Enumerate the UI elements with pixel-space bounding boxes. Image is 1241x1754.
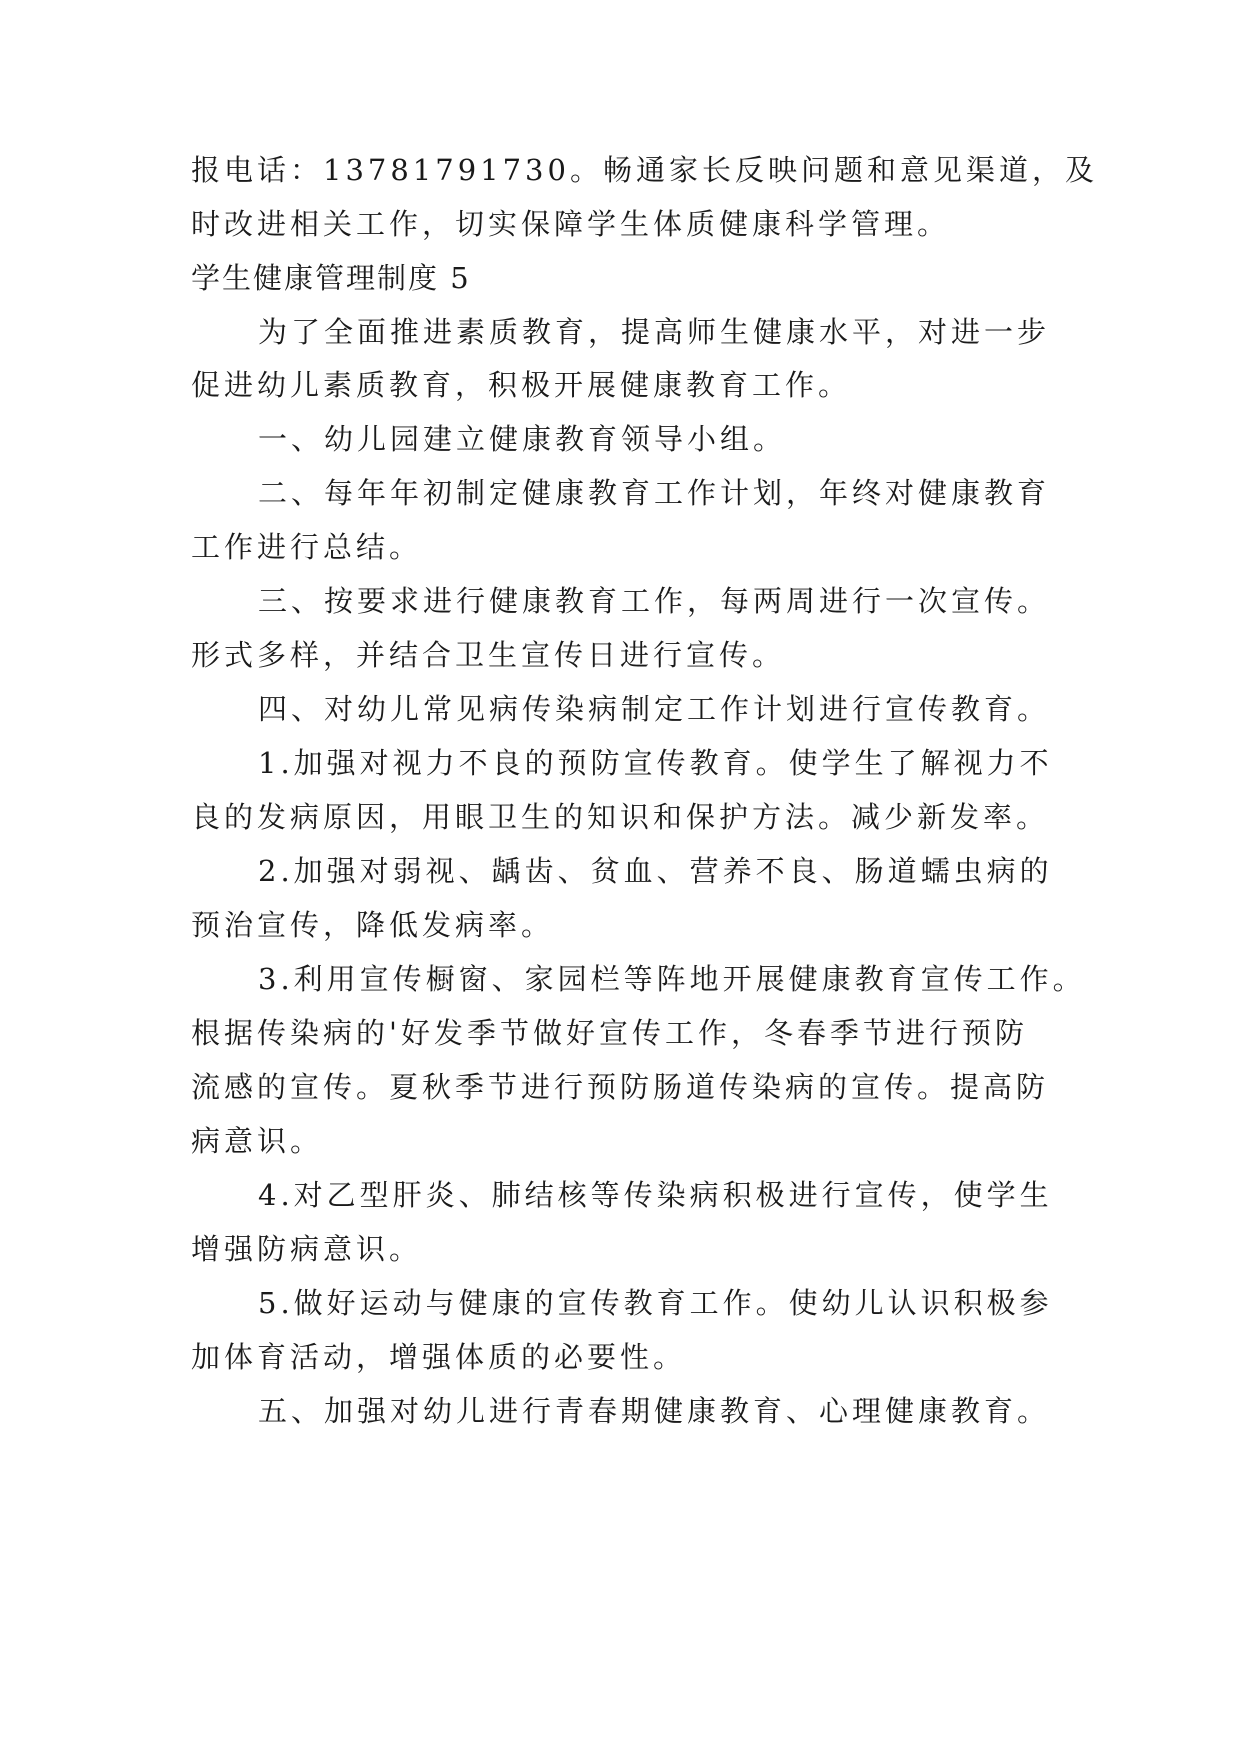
text-line-6: 一、幼儿园建立健康教育领导小组。	[258, 422, 787, 456]
text-line-7: 二、每年年初制定健康教育工作计划，年终对健康教育	[258, 476, 1051, 510]
text-line-2: 时改进相关工作，切实保障学生体质健康科学管理。	[191, 207, 951, 241]
text-line-11: 四、对幼儿常见病传染病制定工作计划进行宣传教育。	[258, 692, 1051, 726]
text-line-12: 1.加强对视力不良的预防宣传教育。使学生了解视力不	[258, 746, 1053, 780]
text-line-4: 为了全面推进素质教育，提高师生健康水平，对进一步	[258, 315, 1051, 349]
text-line-24: 五、加强对幼儿进行青春期健康教育、心理健康教育。	[258, 1394, 1051, 1428]
text-line-15: 预治宣传，降低发病率。	[191, 908, 555, 942]
text-line-21: 增强防病意识。	[191, 1232, 423, 1266]
text-line-16: 3.利用宣传橱窗、家园栏等阵地开展健康教育宣传工作。	[258, 962, 1086, 996]
text-line-22: 5.做好运动与健康的宣传教育工作。使幼儿认识积极参	[258, 1286, 1053, 1320]
text-line-17: 根据传染病的'好发季节做好宣传工作，冬春季节进行预防	[191, 1016, 1028, 1050]
text-line-14: 2.加强对弱视、龋齿、贫血、营养不良、肠道蠕虫病的	[258, 854, 1053, 888]
text-line-1: 报电话：13781791730。畅通家长反映问题和意见渠道，及	[191, 153, 1098, 187]
text-line-10: 形式多样，并结合卫生宣传日进行宣传。	[191, 638, 786, 672]
text-line-18: 流感的宣传。夏秋季节进行预防肠道传染病的宣传。提高防	[191, 1070, 1050, 1104]
text-line-23: 加体育活动，增强体质的必要性。	[191, 1340, 687, 1374]
text-line-8: 工作进行总结。	[191, 530, 423, 564]
text-line-20: 4.对乙型肝炎、肺结核等传染病积极进行宣传，使学生	[258, 1178, 1053, 1212]
text-line-13: 良的发病原因，用眼卫生的知识和保护方法。减少新发率。	[191, 800, 1050, 834]
text-line-5: 促进幼儿素质教育，积极开展健康教育工作。	[191, 368, 852, 402]
text-line-9: 三、按要求进行健康教育工作，每两周进行一次宣传。	[258, 584, 1051, 618]
section-heading: 学生健康管理制度 5	[191, 261, 471, 295]
text-line-19: 病意识。	[191, 1124, 324, 1158]
